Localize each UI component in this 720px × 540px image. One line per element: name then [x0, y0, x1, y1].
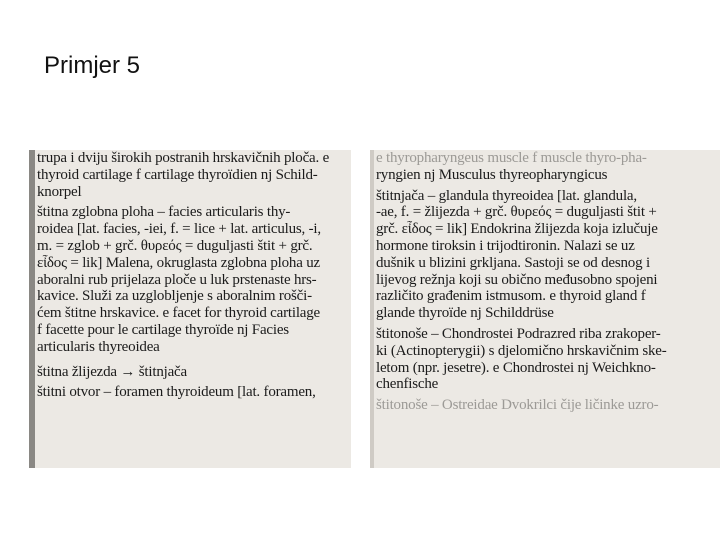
text-line: knorpel	[37, 183, 82, 200]
scanned-dictionary-excerpt-right	[370, 150, 720, 468]
text-line: štitni otvor – foramen thyroideum [lat. foramen,	[37, 384, 316, 401]
text-line: različito građenim istmusom. e thyroid gland f	[376, 288, 646, 305]
text-line: thyroid cartilage f cartilage thyroïdien nj Schild-	[37, 166, 318, 183]
text-line: štitonoše – Ostreidae Dvokrilci čije ličinke uzro-	[376, 397, 659, 414]
text-line: roidea [lat. facies, -iei, f. = lice + lat. articulus, -i,	[37, 221, 321, 238]
dictionary-text-column	[29, 150, 351, 401]
text-line: m. = zglob + grč. θυρεός = duguljasti štit + grč.	[37, 237, 313, 254]
text-line: articularis thyreoidea	[37, 338, 160, 355]
text-line: lijevog režnja koji su obično međusobno spojeni	[376, 271, 658, 288]
text-line: grč. εἶδος = lik] Endokrina žlijezda koja izlučuje	[376, 221, 658, 238]
text-line: ki (Actinopterygii) s djelomično hrskavičnim ske-	[376, 342, 667, 359]
text-line: štitna žlijezda → štitnjača	[37, 363, 187, 380]
text-line: hormone tiroksin i trijodtironin. Nalazi se uz	[376, 237, 635, 254]
text-line: e thyropharyngeus muscle f muscle thyro-pha-	[376, 150, 647, 166]
scanned-dictionary-excerpt-left	[29, 150, 351, 468]
text-line: f facette pour le cartilage thyroïde nj Facies	[37, 321, 289, 338]
text-line: glande thyroïde nj Schilddrüse	[376, 305, 554, 322]
text-line: ćem štitne hrskavice. e facet for thyroid cartilage	[37, 305, 320, 322]
dictionary-text-column	[370, 150, 720, 414]
text-line: štitna zglobna ploha – facies articularis thy-	[37, 204, 291, 221]
text-line: kavice. Služi za uzglobljenje s aboralnim rošči-	[37, 288, 312, 305]
text-line: trupa i dviju širokih postranih hrskavičnih ploča. e	[37, 150, 330, 166]
text-line: -ae, f. = žlijezda + grč. θυρεός = duguljasti štit +	[376, 204, 657, 221]
text-line: letom (npr. jesetre). e Chondrostei nj Weichkno-	[376, 359, 656, 376]
text-line: ryngien nj Musculus thyreopharyngicus	[376, 166, 608, 183]
text-line: štitnjača – glandula thyreoidea [lat. glandula,	[376, 187, 637, 204]
slide-title: Primjer 5	[44, 52, 141, 79]
text-line: chenfische	[376, 376, 439, 393]
text-line: štitonoše – Chondrostei Podrazred riba zrakoper-	[376, 325, 661, 342]
text-line: εἶδος = lik] Malena, okruglasta zglobna ploha uz	[37, 254, 320, 271]
text-line: dušnik u blizini grkljana. Sastoji se od desnog i	[376, 254, 650, 271]
text-line: aboralni rub prijelaza ploče u luk prstenaste hrs-	[37, 271, 317, 288]
